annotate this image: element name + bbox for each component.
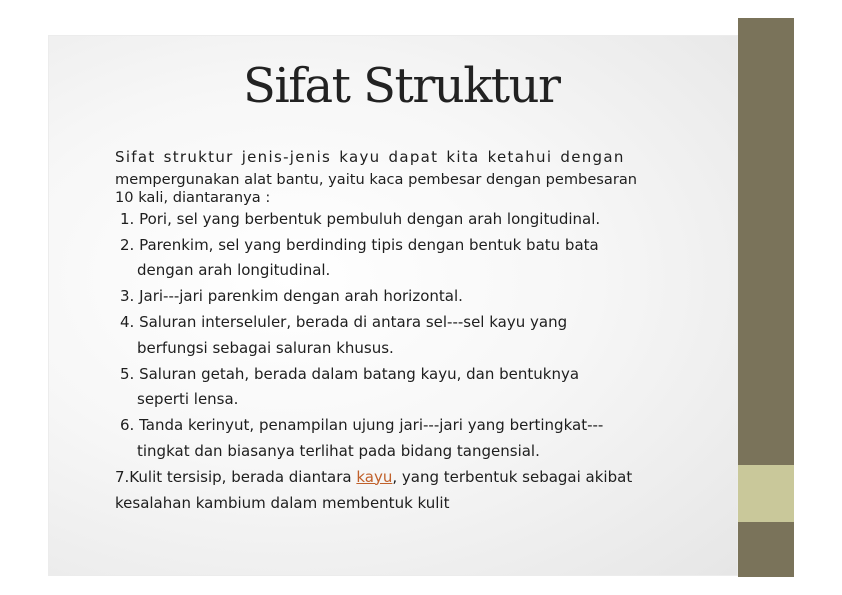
item7-text: , yang terbentuk sebagai akibat xyxy=(392,467,633,486)
list-item-continuation: dengan arah longitudinal. xyxy=(137,261,331,280)
decorative-band-bottom xyxy=(738,522,794,577)
kayu-link[interactable]: kayu xyxy=(356,467,393,486)
list-item-continuation: kesalahan kambium dalam membentuk kulit xyxy=(115,493,450,512)
intro-line: mempergunakan alat bantu, yaitu kaca pembesar dengan pembesaran xyxy=(115,170,638,188)
list-item: 3. Jari---jari parenkim dengan arah horizontal. xyxy=(120,287,463,306)
intro-line: Sifat struktur jenis-jenis kayu dapat kita ketahui dengan xyxy=(115,148,625,166)
slide-title: Sifat Struktur xyxy=(243,58,560,114)
slide-body xyxy=(115,145,730,516)
list-item-continuation: berfungsi sebagai saluran khusus. xyxy=(137,338,394,357)
list-item-continuation: seperti lensa. xyxy=(137,390,239,409)
list-item: 4. Saluran interseluler, berada di antara sel---sel kayu yang xyxy=(120,312,568,331)
list-item-continuation: tingkat dan biasanya terlihat pada bidang tangensial. xyxy=(137,441,540,460)
intro-line: 10 kali, diantaranya : xyxy=(115,188,271,206)
decorative-band-top xyxy=(738,18,794,465)
list-item: 1. Pori, sel yang berbentuk pembuluh dengan arah longitudinal. xyxy=(120,209,601,228)
list-item-7 xyxy=(115,465,730,491)
list-item: 6. Tanda kerinyut, penampilan ujung jari---jari yang bertingkat--- xyxy=(120,416,604,435)
list-item: 2. Parenkim, sel yang berdinding tipis dengan bentuk batu bata xyxy=(120,235,599,254)
item7-text: 7.Kulit tersisip, berada diantara xyxy=(115,467,357,486)
list-item: 5. Saluran getah, berada dalam batang kayu, dan bentuknya xyxy=(120,364,580,383)
decorative-band-middle xyxy=(738,465,794,522)
